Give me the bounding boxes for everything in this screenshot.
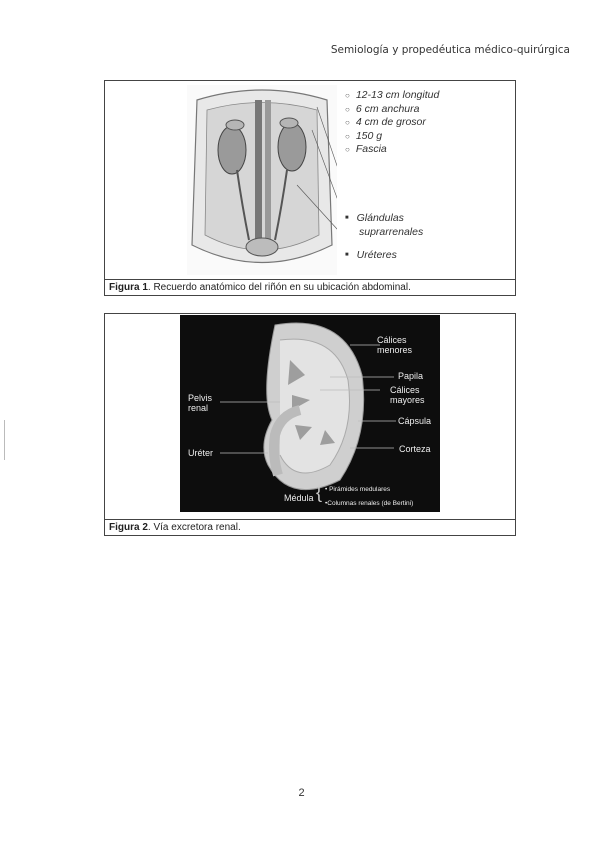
square-bullet-icon: ■ [345, 215, 349, 222]
label-piramides: • Pirámides medulares [325, 486, 391, 493]
measure-item: ○ 4 cm de grosor [345, 116, 439, 130]
page-number: 2 [298, 787, 305, 799]
label-ureter: Uréter [188, 448, 214, 458]
label-calices-mayores: Cálices mayores [390, 385, 425, 405]
figure-2-caption: Figura 2. Vía excretora renal. [105, 519, 515, 535]
label-papila: Papila [398, 371, 424, 381]
square-bullet-icon: ■ [345, 252, 349, 259]
figure-2 [104, 313, 516, 536]
figure-1 [104, 80, 516, 296]
ureters-item: ■ Uréteres [345, 249, 397, 261]
label-medula: Médula [284, 493, 314, 503]
measure-item: ○ Fascia [345, 143, 439, 157]
label-corteza: Corteza [399, 444, 431, 454]
figure-1-caption: Figura 1. Recuerdo anatómico del riñón en su ubicación abdominal. [105, 279, 515, 295]
kidney-measures-list [345, 89, 439, 157]
measure-item: ○ 6 cm anchura [345, 103, 439, 117]
page-header: Semiología y propedéutica médico-quirúrgica [330, 44, 570, 56]
label-pelvis-renal: Pelvis renal [188, 393, 213, 413]
glands-item: ■ Glándulas suprarrenales [345, 212, 424, 239]
measure-item: ○ 12-13 cm longitud [345, 89, 439, 103]
brace-icon: { [316, 482, 323, 502]
measure-item: ○ 150 g [345, 130, 439, 144]
kidney-section-panel [180, 315, 440, 512]
label-calices-menores: Cálices menores [377, 335, 413, 355]
scan-edge-mark [4, 420, 5, 460]
abdominal-anatomy-illustration [187, 85, 337, 275]
label-columnas: •Columnas renales (de Bertini) [325, 500, 414, 507]
label-capsula: Cápsula [398, 416, 432, 426]
